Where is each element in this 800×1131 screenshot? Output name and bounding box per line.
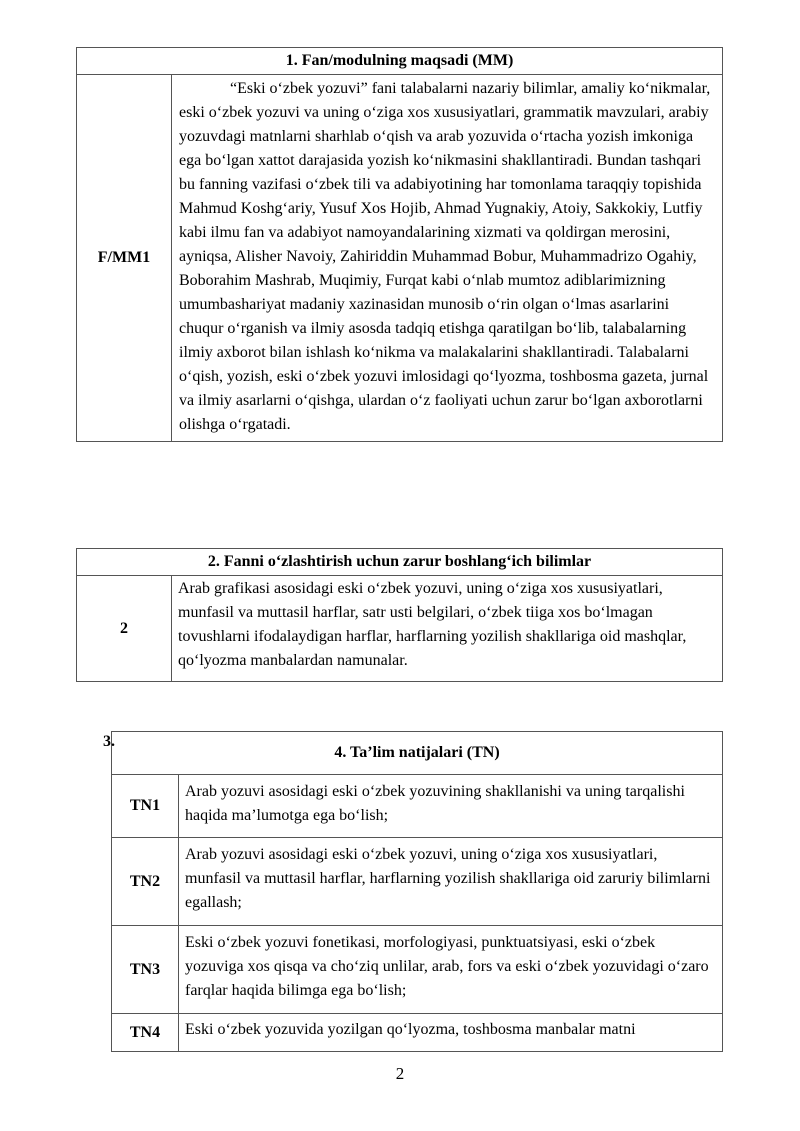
learning-outcomes-table <box>111 731 723 1052</box>
table-row <box>112 1014 723 1052</box>
learning-outcomes-header: 4. Ta’lim natijalari (TN) <box>112 732 723 775</box>
section-3-marker: 3. <box>103 733 115 750</box>
outcome-text: Eski o‘zbek yozuvida yozilgan qo‘lyozma, toshbosma manbalar matni <box>179 1014 723 1052</box>
aim-code: F/MM1 <box>77 75 172 442</box>
page-number: 2 <box>395 1064 405 1083</box>
table-row <box>112 775 723 838</box>
outcome-code: TN4 <box>112 1014 179 1052</box>
outcome-text: Arab yozuvi asosidagi eski o‘zbek yozuvining shakllanishi va uning tarqalishi haqida ma’lumotga ega bo‘lish; <box>179 775 723 838</box>
aim-header: 1. Fan/modulning maqsadi (MM) <box>77 48 723 75</box>
prerequisites-code: 2 <box>77 576 172 682</box>
outcome-code: TN3 <box>112 926 179 1014</box>
table-row <box>112 926 723 1014</box>
prerequisites-table <box>76 548 723 682</box>
outcome-code: TN2 <box>112 838 179 926</box>
aim-text: “Eski o‘zbek yozuvi” fani talabalarni nazariy bilimlar, amaliy ko‘nikmalar, eski o‘zbek yozuvi va uning o‘ziga xos xususiyatlari, grammatik mavzulari, arabiy yozuvdagi matnlarni sharhlab o‘qish va arab yozuvida o‘rtacha yozish imkoniga ega bo‘lgan xattot darajasida yozish ko‘nikmasini shakllantiradi. Bundan tashqari bu fanning vazifasi o‘zbek tili va adabiyotining har tomonlama taraqqiy topishida Mahmud Koshg‘ariy, Yusuf Xos Hojib, Ahmad Yugnakiy, Atoiy, Sakkokiy, Lutfiy kabi ilmu fan va adabiyot namoyandalarining xizmati va qoldirgan merosini, ayniqsa, Alisher Navoiy, Zahiriddin Muhammad Bobur, Muhammadrizo Ogahiy, Boborahim Mashrab, Muqimiy, Furqat kabi o‘nlab mumtoz adiblarimizning umumbashariyat madaniy xazinasidan munosib o‘rin olgan o‘lmas asarlarini chuqur o‘rganish va ilmiy asosda tadqiq etishga qaratilgan bo‘lib, talabalarning ilmiy axborot bilan ishlash ko‘nikma va malakalarini shakllantiradi. Talabalarni o‘qish, yozish, eski o‘zbek yozuvi imlosidagi qo‘lyozma, toshbosma gazeta, jurnal va ilmiy asarlarni o‘qishga, ulardan o‘z faoliyati uchun zarur bo‘lgan axborotlarni olishga o‘rgatadi. <box>172 75 723 442</box>
outcome-text: Eski o‘zbek yozuvi fonetikasi, morfologiyasi, punktuatsiyasi, eski o‘zbek yozuviga xos qisqa va cho‘ziq unlilar, arab, fors va eski o‘zbek yozuvidagi o‘zaro farqlar haqida bilimga ega bo‘lish; <box>179 926 723 1014</box>
aim-table <box>76 47 723 442</box>
outcome-code: TN1 <box>112 775 179 838</box>
prerequisites-text: Arab grafikasi asosidagi eski o‘zbek yozuvi, uning o‘ziga xos xususiyatlari, munfasil va muttasil harflar, satr usti belgilari, o‘zbek tiiga xos bo‘lmagan tovushlarni ifodalaydigan harflar, harflarning yozilish shakllariga oid mashqlar, qo‘lyozma manbalardan namunalar. <box>172 576 723 682</box>
table-row <box>112 838 723 926</box>
outcome-text: Arab yozuvi asosidagi eski o‘zbek yozuvi, uning o‘ziga xos xususiyatlari, munfasil va muttasil harflar, harflarning yozilish shakllariga oid zaruriy bilimlarni egallash; <box>179 838 723 926</box>
prerequisites-header: 2. Fanni o‘zlashtirish uchun zarur boshlang‘ich bilimlar <box>77 549 723 576</box>
